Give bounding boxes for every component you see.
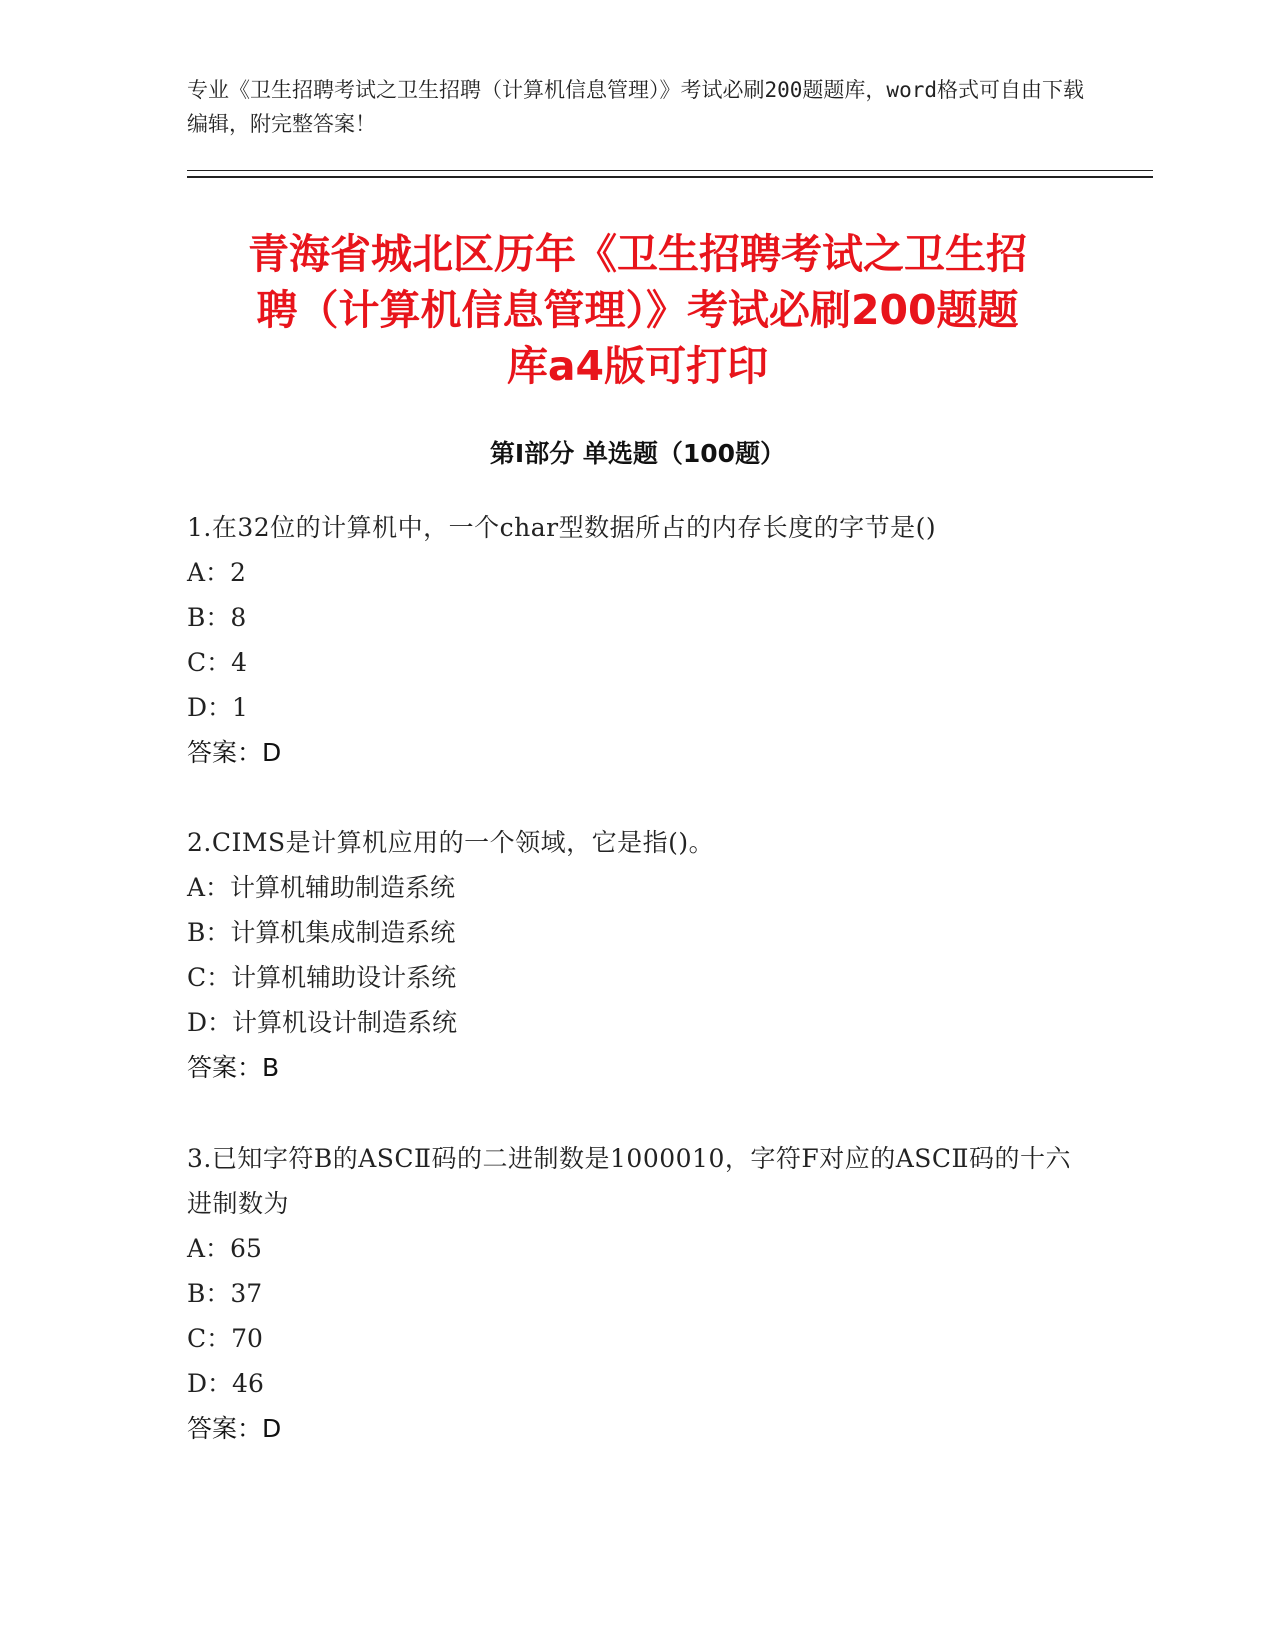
section-heading: 第I部分 单选题（100题） <box>489 439 786 468</box>
header-divider-thick <box>187 176 1153 178</box>
option-a: A：2 <box>187 558 246 587</box>
option-b: B：37 <box>187 1279 263 1308</box>
question-stem: 1.在32位的计算机中，一个char型数据所占的内存长度的字节是() <box>187 513 937 542</box>
question-3 <box>187 1136 1087 1451</box>
question-2 <box>187 820 1087 1090</box>
document-title <box>150 226 1125 394</box>
answer: 答案：D <box>187 1414 282 1443</box>
question-stem: 3.已知字符B的ASCⅡ码的二进制数是1000010，字符F对应的ASCⅡ码的十六进制数为 <box>187 1144 1072 1218</box>
option-a: A：计算机辅助制造系统 <box>187 873 456 902</box>
question-1 <box>187 505 1087 775</box>
title-line-1: 青海省城北区历年《卫生招聘考试之卫生招 <box>248 230 1027 278</box>
title-line-3: 库a4版可打印 <box>506 342 769 390</box>
answer: 答案：B <box>187 1053 280 1082</box>
option-d: D：46 <box>187 1369 264 1398</box>
option-c: C：计算机辅助设计系统 <box>187 963 457 992</box>
option-d: D：1 <box>187 693 248 722</box>
option-c: C：70 <box>187 1324 263 1353</box>
option-c: C：4 <box>187 648 248 677</box>
header-note: 专业《卫生招聘考试之卫生招聘（计算机信息管理）》考试必刷200题题库，word格式可自由下载编辑，附完整答案！ <box>187 78 1084 136</box>
question-stem: 2.CIMS是计算机应用的一个领域，它是指()。 <box>187 828 715 857</box>
option-b: B：计算机集成制造系统 <box>187 918 456 947</box>
header-divider-thin <box>187 170 1153 171</box>
option-b: B：8 <box>187 603 247 632</box>
title-line-2: 聘（计算机信息管理）》考试必刷200题题 <box>256 286 1019 334</box>
option-a: A：65 <box>187 1234 262 1263</box>
answer: 答案：D <box>187 738 282 767</box>
option-d: D：计算机设计制造系统 <box>187 1008 458 1037</box>
